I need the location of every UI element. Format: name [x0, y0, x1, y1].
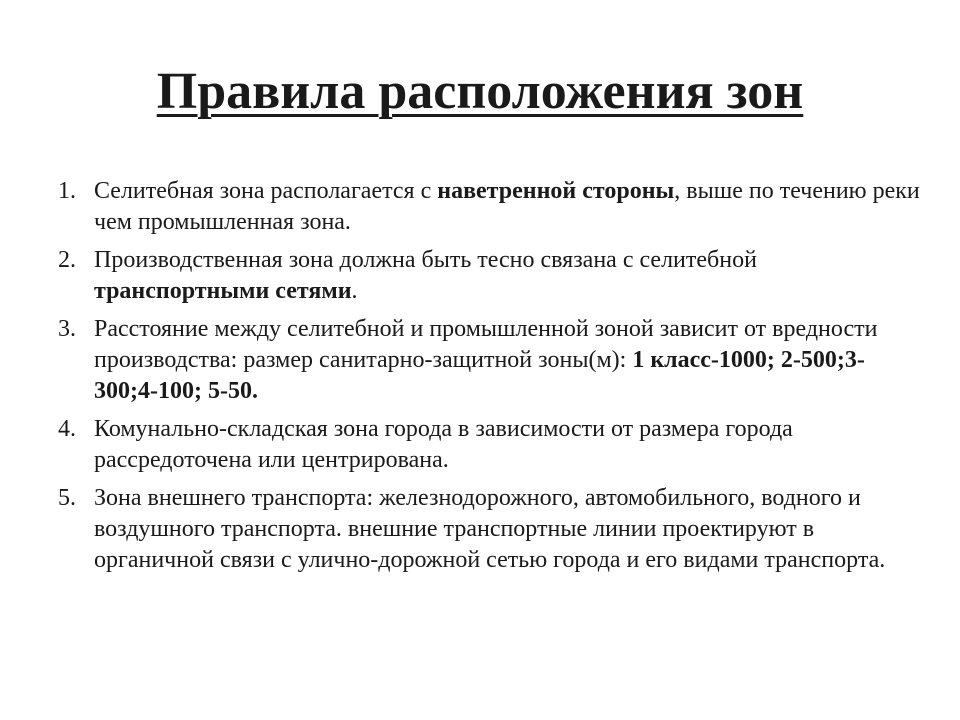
- rule-text: [94, 178, 920, 235]
- rule-text-segment: Производственная зона должна быть тесно связана с селитебной: [94, 247, 757, 273]
- rule-item-2: [58, 245, 928, 307]
- rule-text: [94, 316, 877, 404]
- rule-text: [94, 485, 885, 573]
- rule-item-3: [58, 314, 928, 407]
- rule-emphasis: 1 класс-1000; 2-500;3-300;4-100; 5-50.: [94, 347, 865, 404]
- rule-item-4: [58, 414, 928, 476]
- rule-number: 4.: [58, 416, 76, 442]
- slide-title: Правила расположения зон: [156, 63, 804, 120]
- rule-number: 2.: [58, 247, 76, 273]
- rule-text: [94, 416, 793, 473]
- rule-item-1: [58, 176, 928, 238]
- rule-text-segment: , выше по течению реки чем промышленная зона.: [94, 178, 920, 235]
- rule-number: 3.: [58, 316, 76, 342]
- rule-number: 1.: [58, 178, 76, 204]
- rule-text-segment: Селитебная зона располагается с: [94, 178, 438, 204]
- rule-number: 5.: [58, 485, 76, 511]
- rule-text-segment: Зона внешнего транспорта: железнодорожного, автомобильного, водного и воздушного транспорта. внешние транспортные линии проектируют в органичной связи с улично-дорожной сетью города и его видами транспорта.: [94, 485, 886, 573]
- rule-item-5: [58, 483, 928, 576]
- rule-emphasis: транспортными сетями: [94, 278, 352, 304]
- rules-list: [58, 176, 928, 583]
- rule-emphasis: наветренной стороны: [437, 178, 675, 204]
- rule-text-segment: .: [351, 278, 358, 304]
- rule-text-segment: Комунально-складская зона города в зависимости от размера города рассредоточена или центрирована.: [94, 416, 793, 473]
- rule-text: [94, 247, 757, 304]
- rule-text-segment: Расстояние между селитебной и промышленной зоной зависит от вредности производства: размер санитарно-защитной зоны(м):: [94, 316, 878, 373]
